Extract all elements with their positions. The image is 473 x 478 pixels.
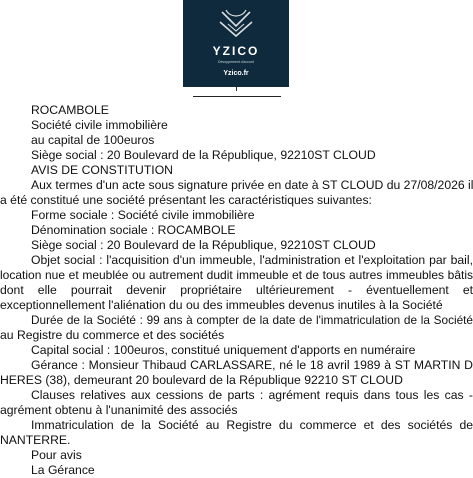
- notice-line: Forme sociale : Société civile immobilière: [31, 208, 255, 222]
- notice-line: HERES (38), demeurant 20 boulevard de la République 92210 ST CLOUD: [0, 373, 403, 387]
- notice-line: Objet social : l'acquisition d'un immeuble, l'administration et l'exploitation par bail,: [31, 253, 473, 267]
- notice-line: location nue et meublée ou autrement dudit immeuble et de tous autres immeubles bâtis: [0, 268, 473, 282]
- notice-line: Durée de la Société : 99 ans à compter de la date de l'immatriculation de la Société: [31, 313, 473, 327]
- notice-line: Aux termes d'un acte sous signature privée en date à ST CLOUD du 27/08/2026 il: [31, 178, 473, 192]
- notice-line: AVIS DE CONSTITUTION: [31, 163, 173, 177]
- notice-line: NANTERRE.: [0, 433, 71, 447]
- logo-brand: YZICO: [212, 44, 260, 58]
- logo-url: Yzico.fr: [223, 70, 249, 77]
- notice-line: Gérance : Monsieur Thibaud CARLASSARE, né le 18 avril 1989 à ST MARTIN D: [31, 358, 473, 372]
- notice-line: Immatriculation de la Société au Registre du commerce et des sociétés de: [31, 418, 473, 432]
- notice-line: Pour avis: [31, 448, 82, 462]
- notice-line: Dénomination sociale : ROCAMBOLE: [31, 223, 236, 237]
- notice-line: au Registre du commerce et des sociétés: [0, 328, 225, 342]
- logo-tick-divider: [236, 87, 237, 91]
- notice-line: La Gérance: [31, 463, 95, 477]
- logo-tagline: Dévoppement d'accord: [218, 60, 254, 64]
- legal-notice: [0, 103, 473, 478]
- header-divider: [193, 96, 281, 97]
- notice-line: ROCAMBOLE: [31, 103, 109, 117]
- notice-line: Siège social : 20 Boulevard de la République, 92210ST CLOUD: [31, 148, 376, 162]
- notice-line: exceptionnellement l'aliénation du ou des immeubles devenus inutiles à la Société: [0, 298, 443, 312]
- notice-line: au capital de 100euros: [31, 133, 155, 147]
- notice-line: Clauses relatives aux cessions de parts : agrément requis dans tous les cas -: [31, 388, 473, 402]
- yzico-emblem-icon: [216, 6, 256, 40]
- notice-line: agrément obtenu à l'unanimité des associés: [0, 403, 238, 417]
- notice-line: Société civile immobilière: [31, 118, 168, 132]
- notice-line: Siège social : 20 Boulevard de la République, 92210ST CLOUD: [31, 238, 376, 252]
- yzico-logo: [183, 0, 289, 87]
- notice-line: dont elle pourrait devenir propriétaire ultérieurement - éventuellement et: [0, 283, 473, 297]
- notice-line: a été constitué une société présentant les caractéristiques suivantes:: [0, 193, 372, 207]
- notice-line: Capital social : 100euros, constitué uniquement d'apports en numéraire: [31, 343, 416, 357]
